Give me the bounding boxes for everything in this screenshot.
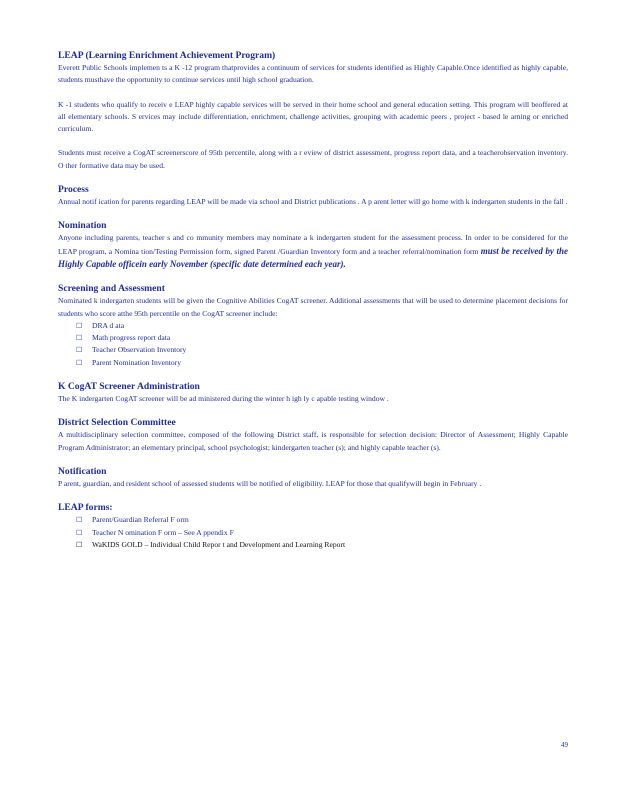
nomination-heading: Nomination (58, 220, 107, 232)
list-item: ☐ DRA d ata (76, 320, 568, 332)
forms-section (58, 502, 568, 551)
document-page (58, 50, 568, 563)
list-item: ☐ Math progress report data (76, 332, 568, 344)
list-item: ☐ Parent Nomination Inventory (76, 357, 568, 369)
forms-list (58, 514, 568, 551)
screening-heading: Screening and Assessment (58, 283, 165, 295)
forms-heading: LEAP forms: (58, 502, 113, 514)
leap-paragraph-3: Students must receive a CogAT screenerscore of 95th percentile, along with a r eview of district assessment, progress report data, and a teacherobservation inventory. O ther formative data may be used. (58, 148, 568, 170)
notification-section (58, 466, 568, 490)
committee-heading: District Selection Committee (58, 417, 176, 429)
leap-paragraph-1: Everett Public Schools implemen ts a K -12 program thatprovides a continuum of services for students identified as Highly Capable.Once identified as highly capable, students musthave the opportunity to continue services until high school graduation. (58, 63, 568, 85)
list-item: ☐ WaKIDS GOLD – Individual Child Repor t and Development and Learning Report (76, 539, 568, 551)
committee-text: A multidisciplinary selection committee, composed of the following District staff, is responsible for selection decision: Director of Assessment; Highly Capable Program Administrator; an elementary principal, school psychologist; kindergarten teacher (s); and highly capable teacher (s). (58, 430, 568, 452)
process-section (58, 184, 568, 208)
list-item: ☐ Teacher Observation Inventory (76, 344, 568, 356)
cogat-section (58, 381, 568, 405)
screening-section (58, 283, 568, 369)
list-item: ☐ Parent/Guardian Referral F orm (76, 514, 568, 526)
page-number: 49 (561, 741, 568, 749)
committee-section (58, 417, 568, 454)
nomination-section (58, 220, 568, 271)
leap-heading: LEAP (Learning Enrichment Achievement Program) (58, 50, 276, 61)
leap-paragraph-2: K -1 students who qualify to receiv e LEAP highly capable services will be served in their home school and general education setting. This program will beoffered at all elementary schools. S ervices may include differentiation, enrichment, challenge activities, grouping with academic peers , project - based le arning or enriched curriculum. (58, 99, 568, 134)
process-heading: Process (58, 184, 89, 196)
list-item: ☐ Teacher N omination F orm – See A ppendix F (76, 527, 568, 539)
screening-text: Nominated k indergarten students will be given the Cognitive Abilities CogAT screener. Additional assessments that will be used to determine placement decisions for students who score atthe 95th percentile on the CogAT screener include: (58, 296, 568, 318)
process-text: Annual notif ication for parents regarding LEAP will be made via school and District publications . A p arent letter will go home with k indergarten students in the fall . (58, 197, 568, 207)
nomination-emphasis: must be received by the Highly Capable officein early November (specific date determined each year). (58, 245, 569, 269)
cogat-heading: K CogAT Screener Administration (58, 381, 200, 393)
notification-heading: Notification (58, 465, 107, 477)
notification-text: P arent, guardian, and resident school of assessed students will be notified of eligibility. LEAP for those that qualifywill begin in February . (58, 478, 482, 488)
screening-list (58, 320, 568, 369)
leap-section (58, 50, 568, 172)
nomination-body: Anyone including parents, teacher s and co mmunity members may nominate a k indergarten student for the assessment process. In order to be considered for the LEAP program, a Nomina tion/Testing Permission form, signed Parent /Guardian Inventory form and a teacher referral/nomination form (58, 233, 568, 256)
nomination-text (58, 232, 568, 271)
cogat-text: The K indergarten CogAT screener will be ad ministered during the winter h igh ly c apable testing window . (58, 394, 389, 404)
